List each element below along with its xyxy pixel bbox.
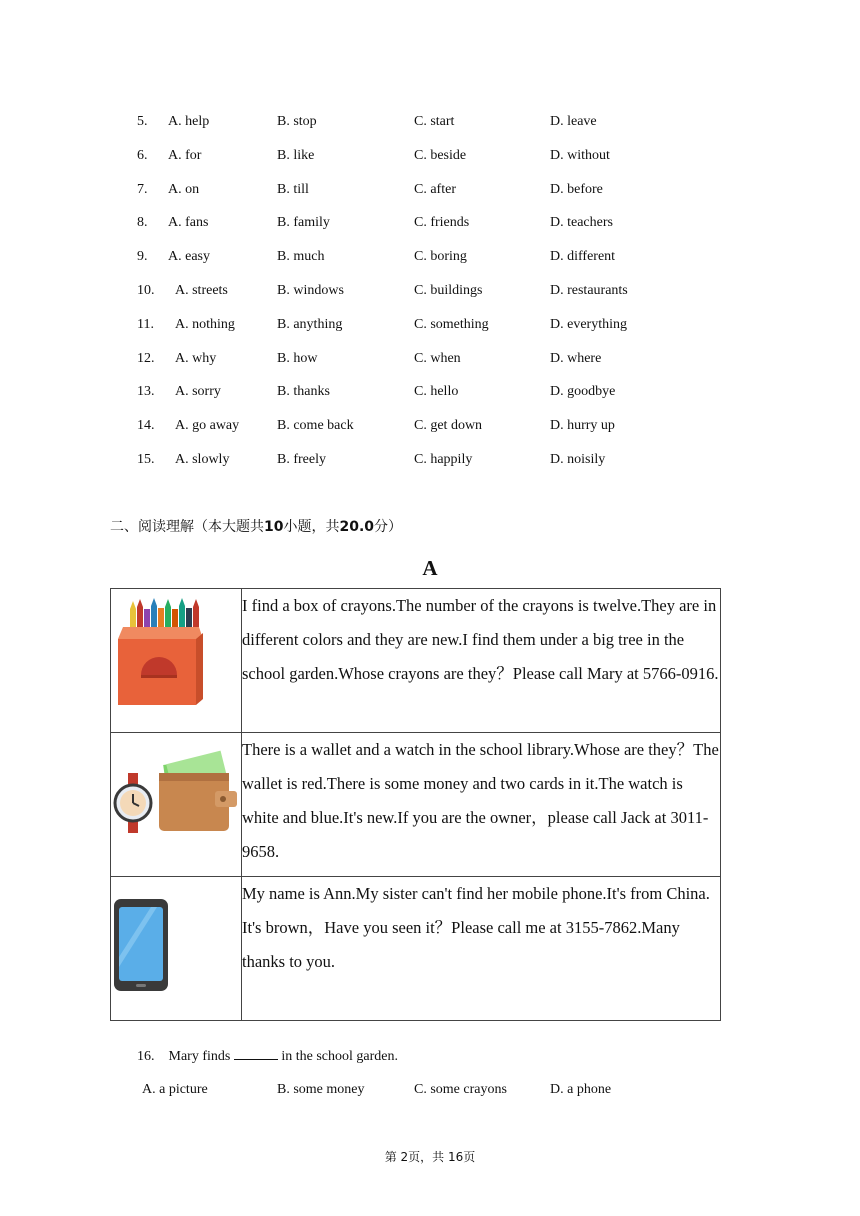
question-number: 5. xyxy=(137,114,148,129)
question-row xyxy=(0,249,860,273)
option-a: A. easy xyxy=(168,249,210,265)
option-b: B. windows xyxy=(277,283,344,298)
question-row xyxy=(0,384,860,408)
option-a: A. streets xyxy=(175,283,228,298)
option-d: D. teachers xyxy=(550,215,613,231)
notice-row xyxy=(111,733,721,877)
option-a: A. fans xyxy=(168,215,209,231)
question-row xyxy=(0,418,860,442)
notice-text-crayons: I find a box of crayons.The number of the crayons is twelve.They are in different colors and they are new.I find them under a big tree in the school garden.Whose crayons are they？Please call Mary at 5766-0916. xyxy=(242,589,721,733)
mobile-phone-icon xyxy=(111,877,241,1015)
notice-image-cell xyxy=(111,877,242,1021)
question-row xyxy=(0,114,860,138)
option-a: A. slowly xyxy=(175,452,230,467)
option-b: B. anything xyxy=(277,316,343,332)
question-number: 9. xyxy=(137,249,148,265)
question-number: 11. xyxy=(137,316,154,332)
question-row xyxy=(0,317,860,341)
option-c: C. get down xyxy=(414,418,483,434)
option-b: B. freely xyxy=(277,452,326,467)
option-b: B. much xyxy=(277,249,325,265)
option-d: D. without xyxy=(550,147,610,163)
option-c: C. something xyxy=(414,316,489,332)
option-d: D. restaurants xyxy=(550,283,628,298)
question-number: 6. xyxy=(137,147,148,163)
crayon-box-icon xyxy=(111,589,241,727)
option-a: A. why xyxy=(175,350,217,366)
question-number: 13. xyxy=(137,384,155,400)
option-d: D. leave xyxy=(550,114,597,129)
option-c: C. boring xyxy=(414,249,467,265)
option-c: C. friends xyxy=(414,215,470,231)
option-c: C. after xyxy=(414,181,456,197)
question-row xyxy=(0,148,860,172)
question-number: 16. xyxy=(137,1049,155,1064)
notice-image-cell xyxy=(111,589,242,733)
question-number: 7. xyxy=(137,181,148,197)
notice-text-phone xyxy=(242,877,721,1021)
question-number: 14. xyxy=(137,418,155,434)
option-b: B. like xyxy=(277,147,315,163)
option-a: A. go away xyxy=(175,418,240,434)
option-b: B. family xyxy=(277,215,330,231)
notice-table xyxy=(110,588,721,1021)
option-d: D. hurry up xyxy=(550,418,615,434)
question-text: Mary finds xyxy=(168,1049,231,1064)
option-c: C. some crayons xyxy=(414,1082,507,1097)
option-a: A. sorry xyxy=(175,384,221,400)
option-c: C. beside xyxy=(414,147,467,163)
passage-letter: A xyxy=(422,556,438,580)
option-a: A. nothing xyxy=(175,316,235,332)
notice-row xyxy=(111,589,721,733)
answer-blank xyxy=(234,1048,278,1060)
question-row xyxy=(0,283,860,307)
section-title: 二、阅读理解（本大题共10小题，共20.0分） xyxy=(110,519,403,535)
option-d: D. everything xyxy=(550,316,627,332)
option-b: B. stop xyxy=(277,114,317,129)
question-number: 12. xyxy=(137,350,155,366)
option-b: B. how xyxy=(277,350,318,366)
option-b: B. come back xyxy=(277,418,354,434)
question-row xyxy=(0,452,860,476)
page-footer: 第 2页，共 16页 xyxy=(384,1150,476,1164)
option-a: A. on xyxy=(168,181,200,197)
question-row xyxy=(0,182,860,206)
option-d: D. before xyxy=(550,181,603,197)
option-c: C. start xyxy=(414,114,455,129)
option-a: A. a picture xyxy=(142,1082,208,1097)
option-c: C. happily xyxy=(414,452,473,467)
watch-wallet-icon xyxy=(111,733,241,871)
question-text: in the school garden. xyxy=(281,1049,398,1064)
question-number: 10. xyxy=(137,283,155,298)
option-b: B. thanks xyxy=(277,384,330,400)
option-b: B. till xyxy=(277,181,309,197)
question-number: 15. xyxy=(137,452,155,467)
option-d: D. goodbye xyxy=(550,384,616,400)
option-c: C. hello xyxy=(414,384,459,400)
option-b: B. some money xyxy=(277,1082,365,1097)
notice-phone-line2: It's brown，Have you seen it？Please call me at 3155-7862.Many thanks to you. xyxy=(242,918,680,971)
option-d: D. different xyxy=(550,249,616,265)
option-a: A. for xyxy=(168,147,202,163)
notice-text-wallet: There is a wallet and a watch in the school library.Whose are they？The wallet is red.There is some money and two cards in it.The watch is white and blue.It's new.If you are the owner，please call Jack at 3011-9658. xyxy=(242,733,721,877)
notice-image-cell xyxy=(111,733,242,877)
question-number: 8. xyxy=(137,215,148,231)
question-16-stem xyxy=(137,1048,398,1065)
option-d: D. noisily xyxy=(550,452,606,467)
question-row xyxy=(0,215,860,239)
option-a: A. help xyxy=(168,114,210,129)
option-c: C. buildings xyxy=(414,283,483,298)
question-row xyxy=(0,351,860,375)
notice-phone-line1: My name is Ann.My sister can't find her mobile phone.It's from China. xyxy=(242,884,710,903)
option-c: C. when xyxy=(414,350,461,366)
option-d: D. where xyxy=(550,350,602,366)
notice-row xyxy=(111,877,721,1021)
option-d: D. a phone xyxy=(550,1082,612,1097)
